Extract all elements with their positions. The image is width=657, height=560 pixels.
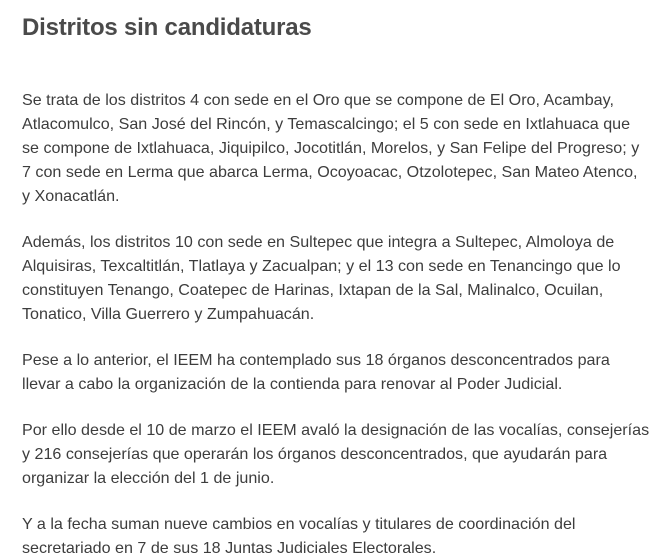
section-heading: Distritos sin candidaturas [22, 14, 312, 41]
article-paragraph: Por ello desde el 10 de marzo el IEEM avaló la designación de las vocalías, consejerías y 216 consejerías que operarán los órganos desconcentrados, que ayudarán para organizar la elección del 1 de junio. [22, 421, 650, 487]
article-paragraph: Pese a lo anterior, el IEEM ha contemplado sus 18 órganos desconcentrados para llevar a cabo la organización de la contienda para renovar al Poder Judicial. [22, 351, 610, 393]
article-paragraph: Y a la fecha suman nueve cambios en vocalías y titulares de coordinación del secretariado en 7 de sus 18 Juntas Judiciales Electorales. [22, 515, 576, 557]
article-paragraph: Se trata de los distritos 4 con sede en el Oro que se compone de El Oro, Acambay, Atlacomulco, San José del Rincón, y Temascalcingo; el 5 con sede en Ixtlahuaca que se compone de Ixtlahuaca, Jiquipilco, Jocotitlán, Morelos, y San Felipe del Progreso; y 7 con sede en Lerma que abarca Lerma, Ocoyoacac, Otzolotepec, San Mateo Atenco, y Xonacatlán. [22, 91, 640, 205]
article-body [22, 0, 650, 560]
article-paragraph: Además, los distritos 10 con sede en Sultepec que integra a Sultepec, Almoloya de Alquisiras, Texcaltitlán, Tlatlaya y Zacualpan; y el 13 con sede en Tenancingo que lo constituyen Tenango, Coatepec de Harinas, Ixtapan de la Sal, Malinalco, Ocuilan, Tonatico, Villa Guerrero y Zumpahuacán. [22, 233, 621, 323]
